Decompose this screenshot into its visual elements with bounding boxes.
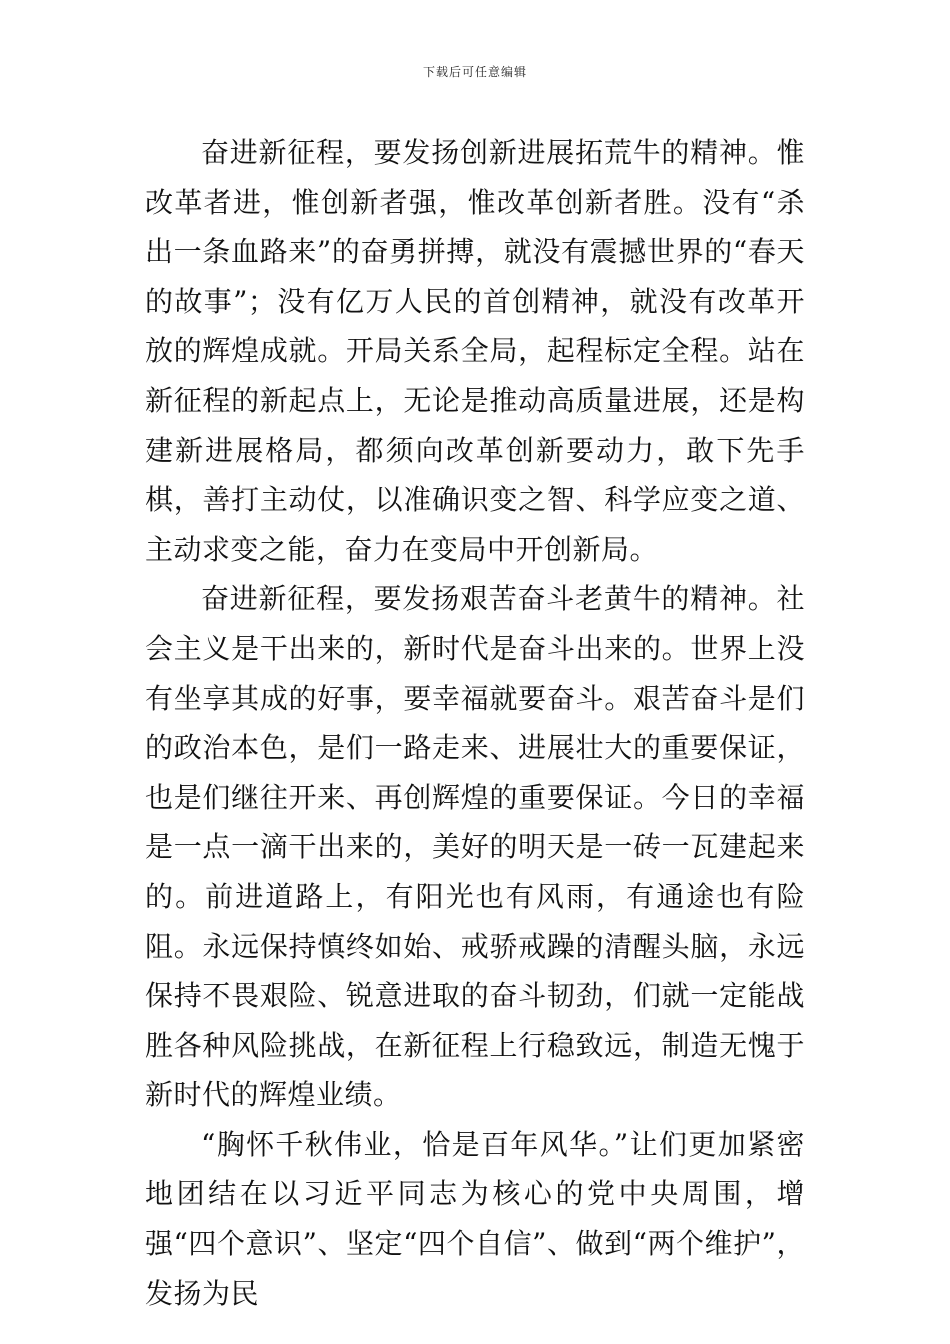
paragraph-1: 奋进新征程，要发扬创新进展拓荒牛的精神。惟改革者进，惟创新者强，惟改革创新者胜。没有“杀出一条血路来”的奋勇拼搏，就没有震撼世界的“春天的故事”；没有亿万人民的首创精神，就没有改革开放的辉煌成就。开局关系全局，起程标定全程。站在新征程的新起点上，无论是推动高质量进展，还是构建新进展格局，都须向改革创新要动力，敢下先手棋，善打主动仗，以准确识变之智、科学应变之道、主动求变之能，奋力在变局中开创新局。 [145, 136, 805, 566]
paragraph-3: “胸怀千秋伟业，恰是百年风华。”让们更加紧密地团结在以习近平同志为核心的党中央周围，增强“四个意识”、坚定“四个自信”、做到“两个维护”，发扬为民 [145, 1127, 805, 1310]
header-note: 下载后可任意编辑 [422, 65, 527, 79]
body-text [145, 128, 805, 1318]
paragraph-2: 奋进新征程，要发扬艰苦奋斗老黄牛的精神。社会主义是干出来的，新时代是奋斗出来的。世界上没有坐享其成的好事，要幸福就要奋斗。艰苦奋斗是们的政治本色，是们一路走来、进展壮大的重要保证，也是们继往开来、再创辉煌的重要保证。今日的幸福是一点一滴干出来的，美好的明天是一砖一瓦建起来的。前进道路上，有阳光也有风雨，有通途也有险阻。永远保持慎终如始、戒骄戒躁的清醒头脑，永远保持不畏艰险、锐意进取的奋斗韧劲，们就一定能战胜各种风险挑战，在新征程上行稳致远，制造无愧于新时代的辉煌业绩。 [145, 582, 805, 1112]
